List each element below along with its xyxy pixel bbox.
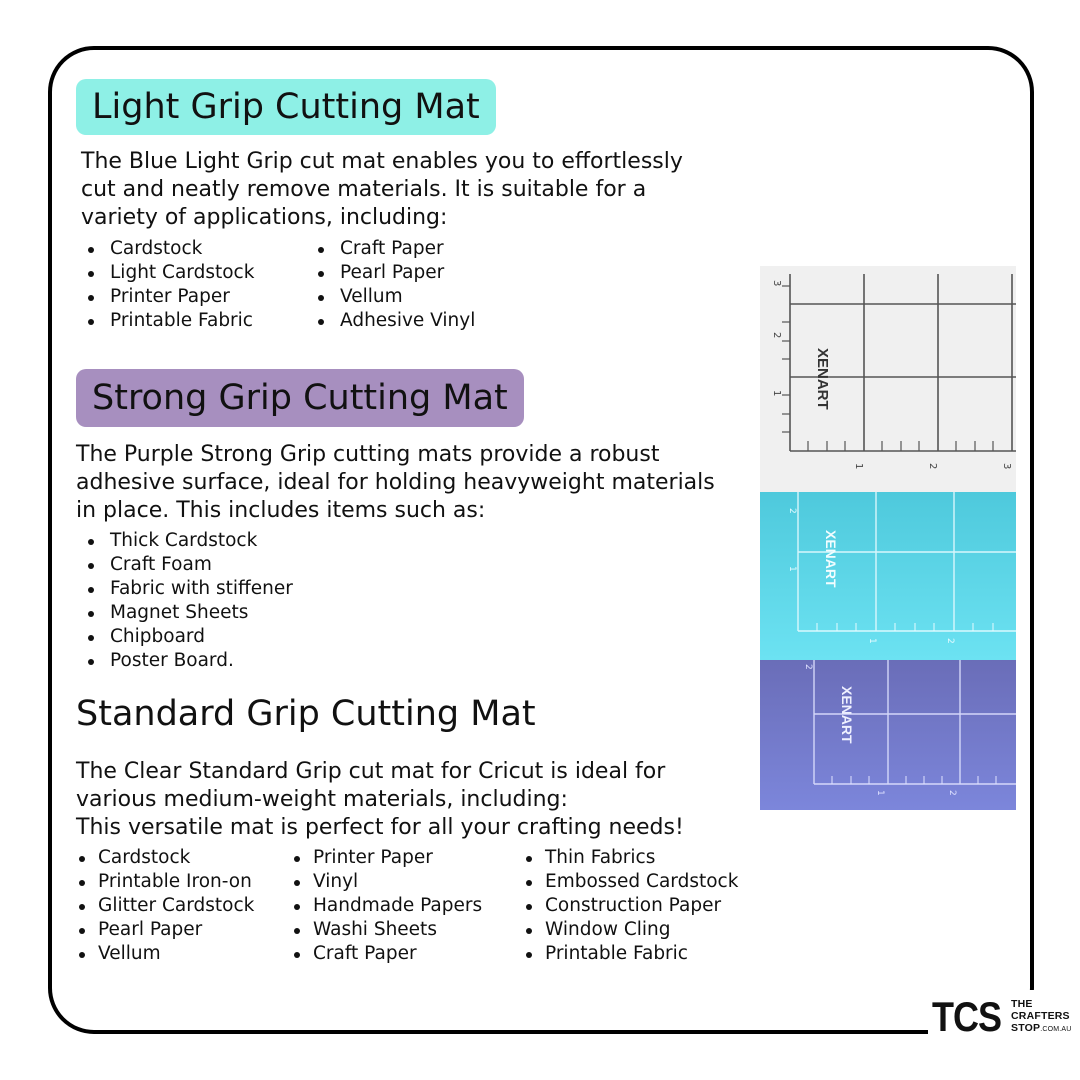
- ruler-label: 3: [1001, 463, 1012, 470]
- ruler-label: 1: [875, 790, 885, 796]
- blue-grip-mat: [760, 492, 1016, 660]
- list-item: Cardstock: [76, 846, 254, 870]
- logo-line: [1011, 1022, 1072, 1036]
- list-item: Pearl Paper: [306, 261, 475, 285]
- ruler-label: 3: [771, 280, 782, 287]
- ruler-label: 2: [927, 463, 938, 470]
- list-item: Construction Paper: [523, 894, 738, 918]
- list-item: Craft Foam: [76, 553, 293, 577]
- list-item: Vellum: [76, 942, 254, 966]
- list-item: Window Cling: [523, 918, 738, 942]
- standard-grip-title: Standard Grip Cutting Mat: [76, 694, 536, 734]
- list-item: Craft Paper: [291, 942, 482, 966]
- list-item: Craft Paper: [306, 237, 475, 261]
- standard-grip-description: The Clear Standard Grip cut mat for Cricut is ideal for various medium-weight materials, including:: [76, 759, 666, 812]
- cutting-mats-image: [760, 266, 1016, 810]
- strong-grip-title: Strong Grip Cutting Mat: [76, 369, 524, 427]
- strong-grip-description: The Purple Strong Grip cutting mats provide a robust adhesive surface, ideal for holding heavyweight materials in place. This includes items such as:: [76, 442, 715, 523]
- standard-grip-note: This versatile mat is perfect for all your crafting needs!: [76, 815, 684, 840]
- list-item: Poster Board.: [76, 649, 293, 673]
- list-item: Chipboard: [76, 625, 293, 649]
- list-item: Printable Fabric: [76, 309, 254, 333]
- ruler-label: 1: [787, 566, 797, 572]
- ruler-label: 2: [803, 664, 813, 670]
- ruler-label: 1: [867, 638, 877, 644]
- list-item: Fabric with stiffener: [76, 577, 293, 601]
- light-grip-description: The Blue Light Grip cut mat enables you to effortlessly cut and neatly remove materials. It is suitable for a variety of applications, including:: [81, 149, 683, 230]
- mat-brand-mark: XENART: [823, 530, 839, 588]
- list-item: Vellum: [306, 285, 475, 309]
- standard-grip-list-col2: [291, 846, 482, 966]
- list-item: Thick Cardstock: [76, 529, 293, 553]
- list-item: Glitter Cardstock: [76, 894, 254, 918]
- list-item: Thin Fabrics: [523, 846, 738, 870]
- ruler-label: 2: [947, 790, 957, 796]
- list-item: Washi Sheets: [291, 918, 482, 942]
- ruler-label: 2: [945, 638, 955, 644]
- strong-grip-list: [76, 529, 293, 673]
- list-item: Handmade Papers: [291, 894, 482, 918]
- light-grip-list-col1: [76, 237, 254, 333]
- standard-grip-list-col1: [76, 846, 254, 966]
- list-item: Vinyl: [291, 870, 482, 894]
- logo-wordmark: [1011, 998, 1072, 1036]
- light-grip-mat: [760, 266, 1016, 492]
- mat-brand-mark: XENART: [839, 686, 855, 744]
- list-item: Pearl Paper: [76, 918, 254, 942]
- logo-line-text: STOP: [1011, 1022, 1041, 1034]
- list-item: Printer Paper: [291, 846, 482, 870]
- list-item: Embossed Cardstock: [523, 870, 738, 894]
- ruler-label: 1: [771, 390, 782, 397]
- tcs-logo: [928, 990, 1072, 1044]
- ruler-label: 2: [771, 332, 782, 339]
- light-grip-title: Light Grip Cutting Mat: [76, 79, 496, 135]
- logo-line: THE: [1011, 998, 1033, 1010]
- list-item: Printer Paper: [76, 285, 254, 309]
- standard-grip-list-col3: [523, 846, 738, 966]
- light-grip-list-col2: [306, 237, 475, 333]
- mat-brand-mark: XENART: [814, 348, 831, 410]
- logo-abbreviation: TCS: [932, 992, 1001, 1040]
- list-item: Printable Fabric: [523, 942, 738, 966]
- ruler-label: 1: [853, 463, 864, 470]
- list-item: Printable Iron-on: [76, 870, 254, 894]
- logo-domain-suffix: .COM.AU: [1040, 1026, 1072, 1033]
- list-item: Magnet Sheets: [76, 601, 293, 625]
- logo-line: CRAFTERS: [1011, 1010, 1070, 1022]
- ruler-label: 2: [787, 508, 797, 514]
- list-item: Light Cardstock: [76, 261, 254, 285]
- list-item: Cardstock: [76, 237, 254, 261]
- list-item: Adhesive Vinyl: [306, 309, 475, 333]
- purple-grip-mat: [760, 660, 1016, 810]
